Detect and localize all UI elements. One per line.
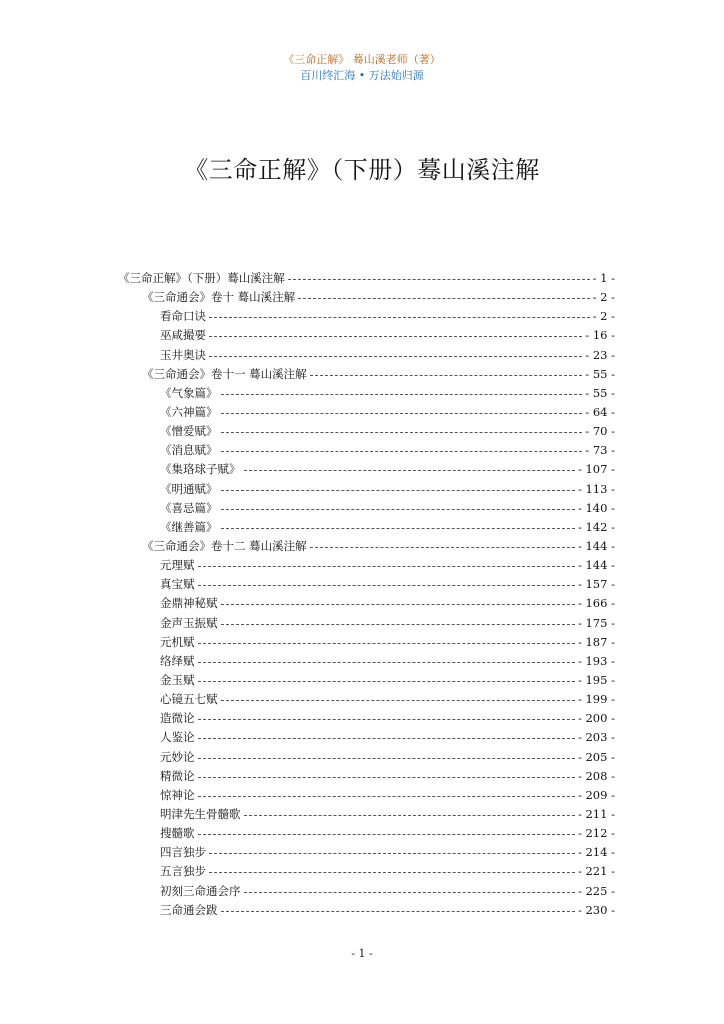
toc-entry-page: - 142 - <box>577 519 615 534</box>
toc-entry[interactable] <box>118 594 615 613</box>
toc-leader-dashes <box>198 777 575 778</box>
toc-entry[interactable] <box>118 671 615 690</box>
toc-leader-dashes <box>198 566 575 567</box>
toc-entry-page: - 157 - <box>577 577 615 592</box>
toc-entry-label: 《气象篇》 <box>160 385 218 400</box>
toc-leader-dashes <box>221 624 575 625</box>
toc-entry[interactable] <box>118 633 615 652</box>
toc-entry-page: - 205 - <box>577 749 615 764</box>
toc-leader-dashes <box>198 643 575 644</box>
toc-leader-dashes <box>298 298 589 299</box>
toc-entry-page: - 70 - <box>585 424 615 439</box>
toc-entry-label: 巫咸撮要 <box>160 328 206 343</box>
toc-leader-dashes <box>221 432 583 433</box>
toc-leader-dashes <box>198 719 575 720</box>
toc-leader-dashes <box>221 451 583 452</box>
toc-entry-page: - 166 - <box>577 596 615 611</box>
toc-leader-dashes <box>310 375 583 376</box>
toc-leader-dashes <box>221 490 575 491</box>
toc-entry-label: 《继善篇》 <box>160 519 218 534</box>
header-motto: 百川终汇海 • 万法始归源 <box>300 69 424 82</box>
toc-entry[interactable] <box>118 269 615 288</box>
toc-entry-label: 金玉赋 <box>160 672 195 687</box>
toc-entry-label: 《三命正解》（下册）蓦山溪注解 <box>118 271 285 285</box>
toc-entry-page: - 203 - <box>577 730 615 745</box>
toc-entry-label: 《消息赋》 <box>160 443 218 458</box>
toc-entry[interactable] <box>118 690 615 709</box>
toc-entry[interactable] <box>118 843 615 862</box>
toc-entry-page: - 73 - <box>585 443 615 458</box>
toc-leader-dashes <box>198 834 575 835</box>
toc-leader-dashes <box>244 892 575 893</box>
toc-entry-page: - 64 - <box>585 404 615 419</box>
toc-entry-page: - 1 - <box>592 271 615 285</box>
toc-entry-label: 《六神篇》 <box>160 404 218 419</box>
page-header <box>0 52 724 84</box>
toc-entry[interactable] <box>118 862 615 881</box>
toc-leader-dashes <box>221 911 575 912</box>
toc-entry-page: - 209 - <box>577 787 615 802</box>
toc-entry-label: 元理赋 <box>160 558 195 573</box>
toc-entry[interactable] <box>118 537 615 556</box>
toc-entry[interactable] <box>118 480 615 499</box>
toc-leader-dashes <box>288 279 590 280</box>
toc-entry-page: - 113 - <box>577 481 615 496</box>
toc-entry-page: - 144 - <box>577 538 615 553</box>
toc-entry-page: - 211 - <box>577 806 615 821</box>
toc-entry-label: 《三命通会》卷十一 蓦山溪注解 <box>142 366 307 381</box>
toc-leader-dashes <box>221 700 575 701</box>
page-number: - 1 - <box>351 947 373 960</box>
toc-leader-dashes <box>198 662 575 663</box>
toc-entry-page: - 208 - <box>577 768 615 783</box>
toc-leader-dashes <box>198 758 575 759</box>
toc-entry-page: - 200 - <box>577 711 615 726</box>
toc-entry[interactable] <box>118 365 615 384</box>
toc-leader-dashes <box>209 356 582 357</box>
toc-entry[interactable] <box>118 307 615 326</box>
toc-entry-page: - 140 - <box>577 500 615 515</box>
toc-entry-page: - 195 - <box>577 672 615 687</box>
toc-leader-dashes <box>244 470 575 471</box>
toc-entry-page: - 55 - <box>585 366 615 381</box>
toc-entry-label: 心镜五七赋 <box>160 692 218 707</box>
toc-entry-label: 三命通会跋 <box>160 902 218 917</box>
toc-entry-label: 造微论 <box>160 711 195 726</box>
toc-leader-dashes <box>209 853 575 854</box>
toc-entry[interactable] <box>118 728 615 747</box>
toc-entry[interactable] <box>118 575 615 594</box>
toc-entry[interactable] <box>118 326 615 345</box>
toc-entry-label: 搜髓歌 <box>160 826 195 841</box>
toc-entry-label: 明津先生骨髓歌 <box>160 806 241 821</box>
toc-entry-label: 五言独步 <box>160 864 206 879</box>
toc-entry-page: - 2 - <box>592 290 615 305</box>
toc-entry[interactable] <box>118 422 615 441</box>
toc-entry-label: 看命口诀 <box>160 309 206 324</box>
toc-entry-label: 《三命通会》卷十 蓦山溪注解 <box>142 290 296 305</box>
toc-entry-label: 元机赋 <box>160 634 195 649</box>
toc-entry-label: 《三命通会》卷十二 蓦山溪注解 <box>142 538 307 553</box>
toc-leader-dashes <box>209 336 582 337</box>
toc-leader-dashes <box>221 413 583 414</box>
toc-entry-label: 真宝赋 <box>160 577 195 592</box>
toc-entry-page: - 225 - <box>577 883 615 898</box>
toc-entry[interactable] <box>118 556 615 575</box>
toc-entry-page: - 175 - <box>577 615 615 630</box>
toc-entry-label: 四言独步 <box>160 845 206 860</box>
toc-entry-page: - 55 - <box>585 385 615 400</box>
toc-leader-dashes <box>221 604 575 605</box>
toc-entry[interactable] <box>118 786 615 805</box>
toc-entry[interactable] <box>118 882 615 901</box>
header-book-author: 《三命正解》 蓦山溪老师（著） <box>283 53 441 66</box>
toc-entry[interactable] <box>118 384 615 403</box>
toc-entry-label: 《憎爱赋》 <box>160 424 218 439</box>
toc-entry[interactable] <box>118 346 615 365</box>
toc-entry[interactable] <box>118 441 615 460</box>
toc-entry[interactable] <box>118 805 615 824</box>
toc-entry[interactable] <box>118 748 615 767</box>
toc-entry-label: 《喜忌篇》 <box>160 500 218 515</box>
toc-leader-dashes <box>198 585 575 586</box>
toc-entry[interactable] <box>118 824 615 843</box>
toc-entry-page: - 214 - <box>577 845 615 860</box>
toc-entry-page: - 212 - <box>577 826 615 841</box>
toc-entry-label: 玉井奥诀 <box>160 347 206 362</box>
toc-entry-page: - 193 - <box>577 653 615 668</box>
toc-entry[interactable] <box>118 901 615 920</box>
toc-entry[interactable] <box>118 614 615 633</box>
document-title: 《三命正解》（下册）蓦山溪注解 <box>184 156 540 184</box>
toc-entry-label: 络绎赋 <box>160 653 195 668</box>
toc-entry[interactable] <box>118 518 615 537</box>
toc-entry-label: 《集珞球子赋》 <box>160 462 241 477</box>
toc-entry-page: - 2 - <box>592 309 615 324</box>
toc-entry-page: - 221 - <box>577 864 615 879</box>
toc-entry-page: - 107 - <box>577 462 615 477</box>
toc-entry-label: 初刻三命通会序 <box>160 883 241 898</box>
toc-entry[interactable] <box>118 709 615 728</box>
toc-entry-label: 金声玉振赋 <box>160 615 218 630</box>
toc-entry[interactable] <box>118 652 615 671</box>
toc-entry-label: 《明通赋》 <box>160 481 218 496</box>
toc-leader-dashes <box>244 815 575 816</box>
toc-leader-dashes <box>198 738 575 739</box>
toc-leader-dashes <box>221 528 575 529</box>
toc-entry-page: - 230 - <box>577 902 615 917</box>
toc-leader-dashes <box>221 394 583 395</box>
toc-leader-dashes <box>198 796 575 797</box>
toc-leader-dashes <box>198 681 575 682</box>
toc-entry-page: - 144 - <box>577 558 615 573</box>
toc-entry-label: 人鉴论 <box>160 730 195 745</box>
toc-entry[interactable] <box>118 499 615 518</box>
toc-leader-dashes <box>310 547 575 548</box>
toc-leader-dashes <box>209 317 590 318</box>
toc-entry-label: 金鼎神秘赋 <box>160 596 218 611</box>
toc-entry-page: - 23 - <box>585 347 615 362</box>
toc-entry[interactable] <box>118 288 615 307</box>
toc-entry-page: - 187 - <box>577 634 615 649</box>
toc-entry[interactable] <box>118 460 615 479</box>
toc-entry[interactable] <box>118 403 615 422</box>
toc-entry[interactable] <box>118 767 615 786</box>
toc-leader-dashes <box>209 872 575 873</box>
toc-entry-label: 元妙论 <box>160 749 195 764</box>
toc-entry-label: 惊神论 <box>160 787 195 802</box>
table-of-contents <box>118 269 615 920</box>
toc-entry-page: - 16 - <box>585 328 615 343</box>
toc-leader-dashes <box>221 509 575 510</box>
toc-entry-page: - 199 - <box>577 692 615 707</box>
toc-entry-label: 精微论 <box>160 768 195 783</box>
